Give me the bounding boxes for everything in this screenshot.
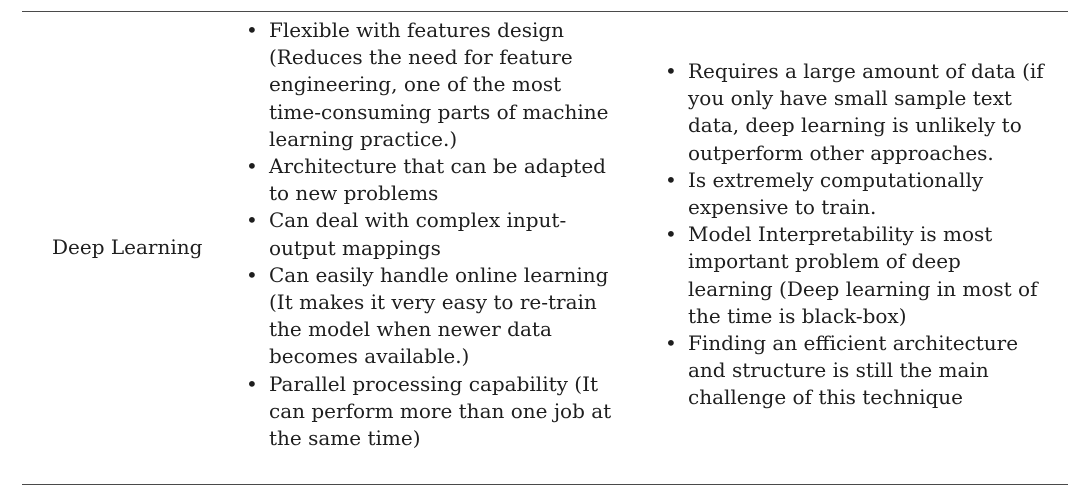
disadvantage-text: Requires a large amount of data (if you only have small sample text data, deep learning is unlikely to outperform other approaches. xyxy=(688,59,1044,165)
list-item xyxy=(665,221,1050,330)
table-bottom-rule xyxy=(22,484,1068,485)
bullet-icon: • xyxy=(665,222,677,247)
advantage-text: Parallel processing capability (It can perform more than one job at the same time) xyxy=(269,371,612,451)
list-item xyxy=(246,262,618,371)
list-item xyxy=(665,58,1050,167)
bullet-icon: • xyxy=(246,154,258,179)
bullet-icon: • xyxy=(665,331,677,356)
bullet-icon: • xyxy=(246,18,258,42)
bullet-icon: • xyxy=(246,208,258,233)
advantage-text: Architecture that can be adapted to new problems xyxy=(269,154,606,206)
list-item xyxy=(246,153,618,207)
bullet-icon: • xyxy=(246,262,258,287)
list-item xyxy=(665,167,1050,221)
bullet-icon: • xyxy=(665,167,677,192)
table-top-rule xyxy=(22,11,1068,12)
list-item xyxy=(246,17,618,153)
method-name-cell: Deep Learning xyxy=(52,235,203,259)
bullet-icon: • xyxy=(246,371,258,396)
list-item xyxy=(246,207,618,261)
advantages-list xyxy=(246,17,618,452)
disadvantage-text: Is extremely computationally expensive to train. xyxy=(688,167,984,220)
advantage-text: Flexible with features design (Reduces the need for feature engineering, one of the most time-consuming parts of machine learning practice.) xyxy=(269,18,609,151)
list-item xyxy=(665,330,1050,412)
advantage-text: Can easily handle online learning (It makes it very easy to re-train the model when newer data becomes available.) xyxy=(269,262,609,369)
list-item xyxy=(246,371,618,453)
disadvantage-text: Finding an efficient architecture and structure is still the main challenge of this technique xyxy=(688,331,1019,410)
advantage-text: Can deal with complex input-output mappings xyxy=(269,208,567,260)
disadvantage-text: Model Interpretability is most important problem of deep learning (Deep learning in most of the time is black-box) xyxy=(688,222,1038,328)
disadvantages-list xyxy=(665,58,1050,412)
bullet-icon: • xyxy=(665,59,677,83)
